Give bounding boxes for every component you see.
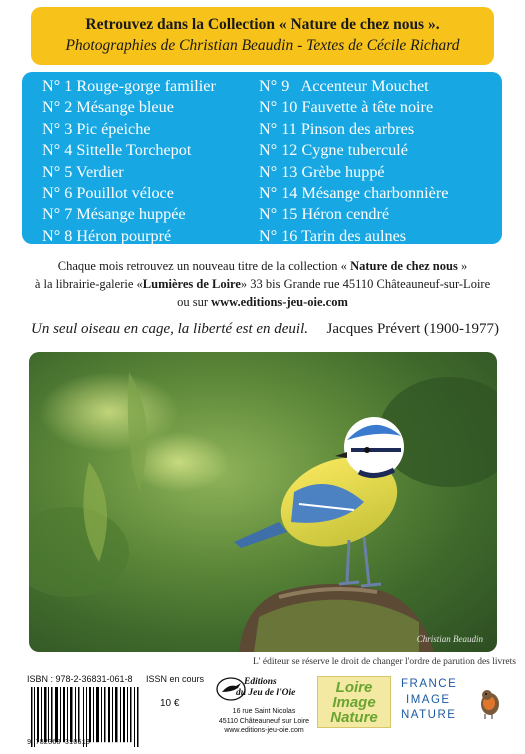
barcode-icon [27, 687, 145, 747]
list-item: N° 3 Pic épeiche [42, 119, 151, 138]
list-item: N° 9 Accenteur Mouchet [259, 77, 429, 95]
logo-word: Loire [335, 679, 373, 696]
info-text: ou sur [177, 295, 212, 309]
info-text: » 33 bis Grande rue 45110 Châteauneuf-sur-Loire [240, 277, 491, 291]
list-item: N° 12 Cygne tuberculé [259, 141, 408, 160]
address-line: 45110 Châteauneuf sur Loire [218, 717, 310, 725]
logo-word: Image [332, 694, 376, 711]
list-item: N° 1 Rouge-gorge familier [42, 77, 216, 95]
collection-info [0, 257, 525, 311]
address-line: 16 rue Saint Nicolas [232, 708, 296, 715]
logo-word: NATURE [401, 709, 457, 721]
france-image-nature-logo [401, 676, 505, 724]
list-item: N° 7 Mésange huppée [42, 205, 186, 224]
collection-title: Retrouvez dans la Collection « Nature de chez nous ». [85, 16, 440, 33]
list-item: N° 2 Mésange bleue [42, 98, 174, 117]
list-item: N° 16 Tarin des aulnes [259, 226, 407, 245]
list-item: N° 15 Héron cendré [259, 205, 390, 224]
collection-credits: Photographies de Christian Beaudin - Textes de Cécile Richard [65, 37, 460, 54]
logo-word: FRANCE [401, 678, 458, 690]
list-item: N° 8 Héron pourpré [42, 226, 172, 245]
publisher-name-line2: du Jeu de l'Oie [236, 688, 296, 698]
barcode-number: 9 782368 310618 [27, 739, 91, 747]
collection-list-right [259, 76, 448, 247]
issn: ISSN en cours [146, 674, 205, 684]
blue-tit-photo [29, 352, 497, 652]
info-text: Chaque mois retrouvez un nouveau titre de la collection « [57, 259, 351, 273]
photo-credit: Christian Beaudin [416, 634, 483, 644]
info-line-3 [0, 293, 525, 311]
collection-list [22, 72, 502, 244]
address-line: www.editions-jeu-oie.com [224, 727, 304, 734]
isbn: ISBN : 978-2-36831-061-8 [27, 674, 133, 684]
order-disclaimer: L' éditeur se réserve le droit de changer l'ordre de parution des livrets [253, 657, 516, 667]
blue-tit-illustration [29, 352, 497, 652]
publisher-logo [214, 674, 310, 750]
loire-image-nature-logo [317, 676, 391, 728]
list-item: N° 13 Grèbe huppé [259, 162, 385, 181]
publisher-name-line1: Editions [244, 677, 277, 687]
publisher-address [214, 707, 314, 736]
quote-author: Jacques Prévert (1900-1977) [326, 321, 499, 337]
info-line-2 [0, 275, 525, 293]
collection-name: Nature de chez nous [350, 259, 458, 273]
list-item: N° 10 Fauvette à tête noire [259, 98, 434, 117]
logo-word: Nature [330, 709, 378, 726]
quote-text: Un seul oiseau en cage, la liberté est en deuil. [31, 321, 309, 337]
collection-header [31, 7, 494, 65]
info-line-1 [0, 257, 525, 275]
list-item: N° 6 Pouillot véloce [42, 183, 174, 202]
price: 10 € [160, 698, 180, 709]
info-text: à la librairie-galerie « [34, 277, 143, 291]
robin-icon [477, 686, 503, 720]
website-link[interactable]: www.editions-jeu-oie.com [211, 295, 348, 309]
bookshop-name: Lumières de Loire [142, 277, 241, 291]
list-item: N° 14 Mésange charbonnière [259, 183, 449, 202]
info-text: » [460, 259, 468, 273]
logo-word: IMAGE [406, 693, 451, 706]
list-item: N° 11 Pinson des arbres [259, 119, 415, 138]
collection-list-left [42, 76, 216, 247]
list-item: N° 5 Verdier [42, 162, 124, 181]
list-item: N° 4 Sittelle Torchepot [42, 141, 192, 160]
